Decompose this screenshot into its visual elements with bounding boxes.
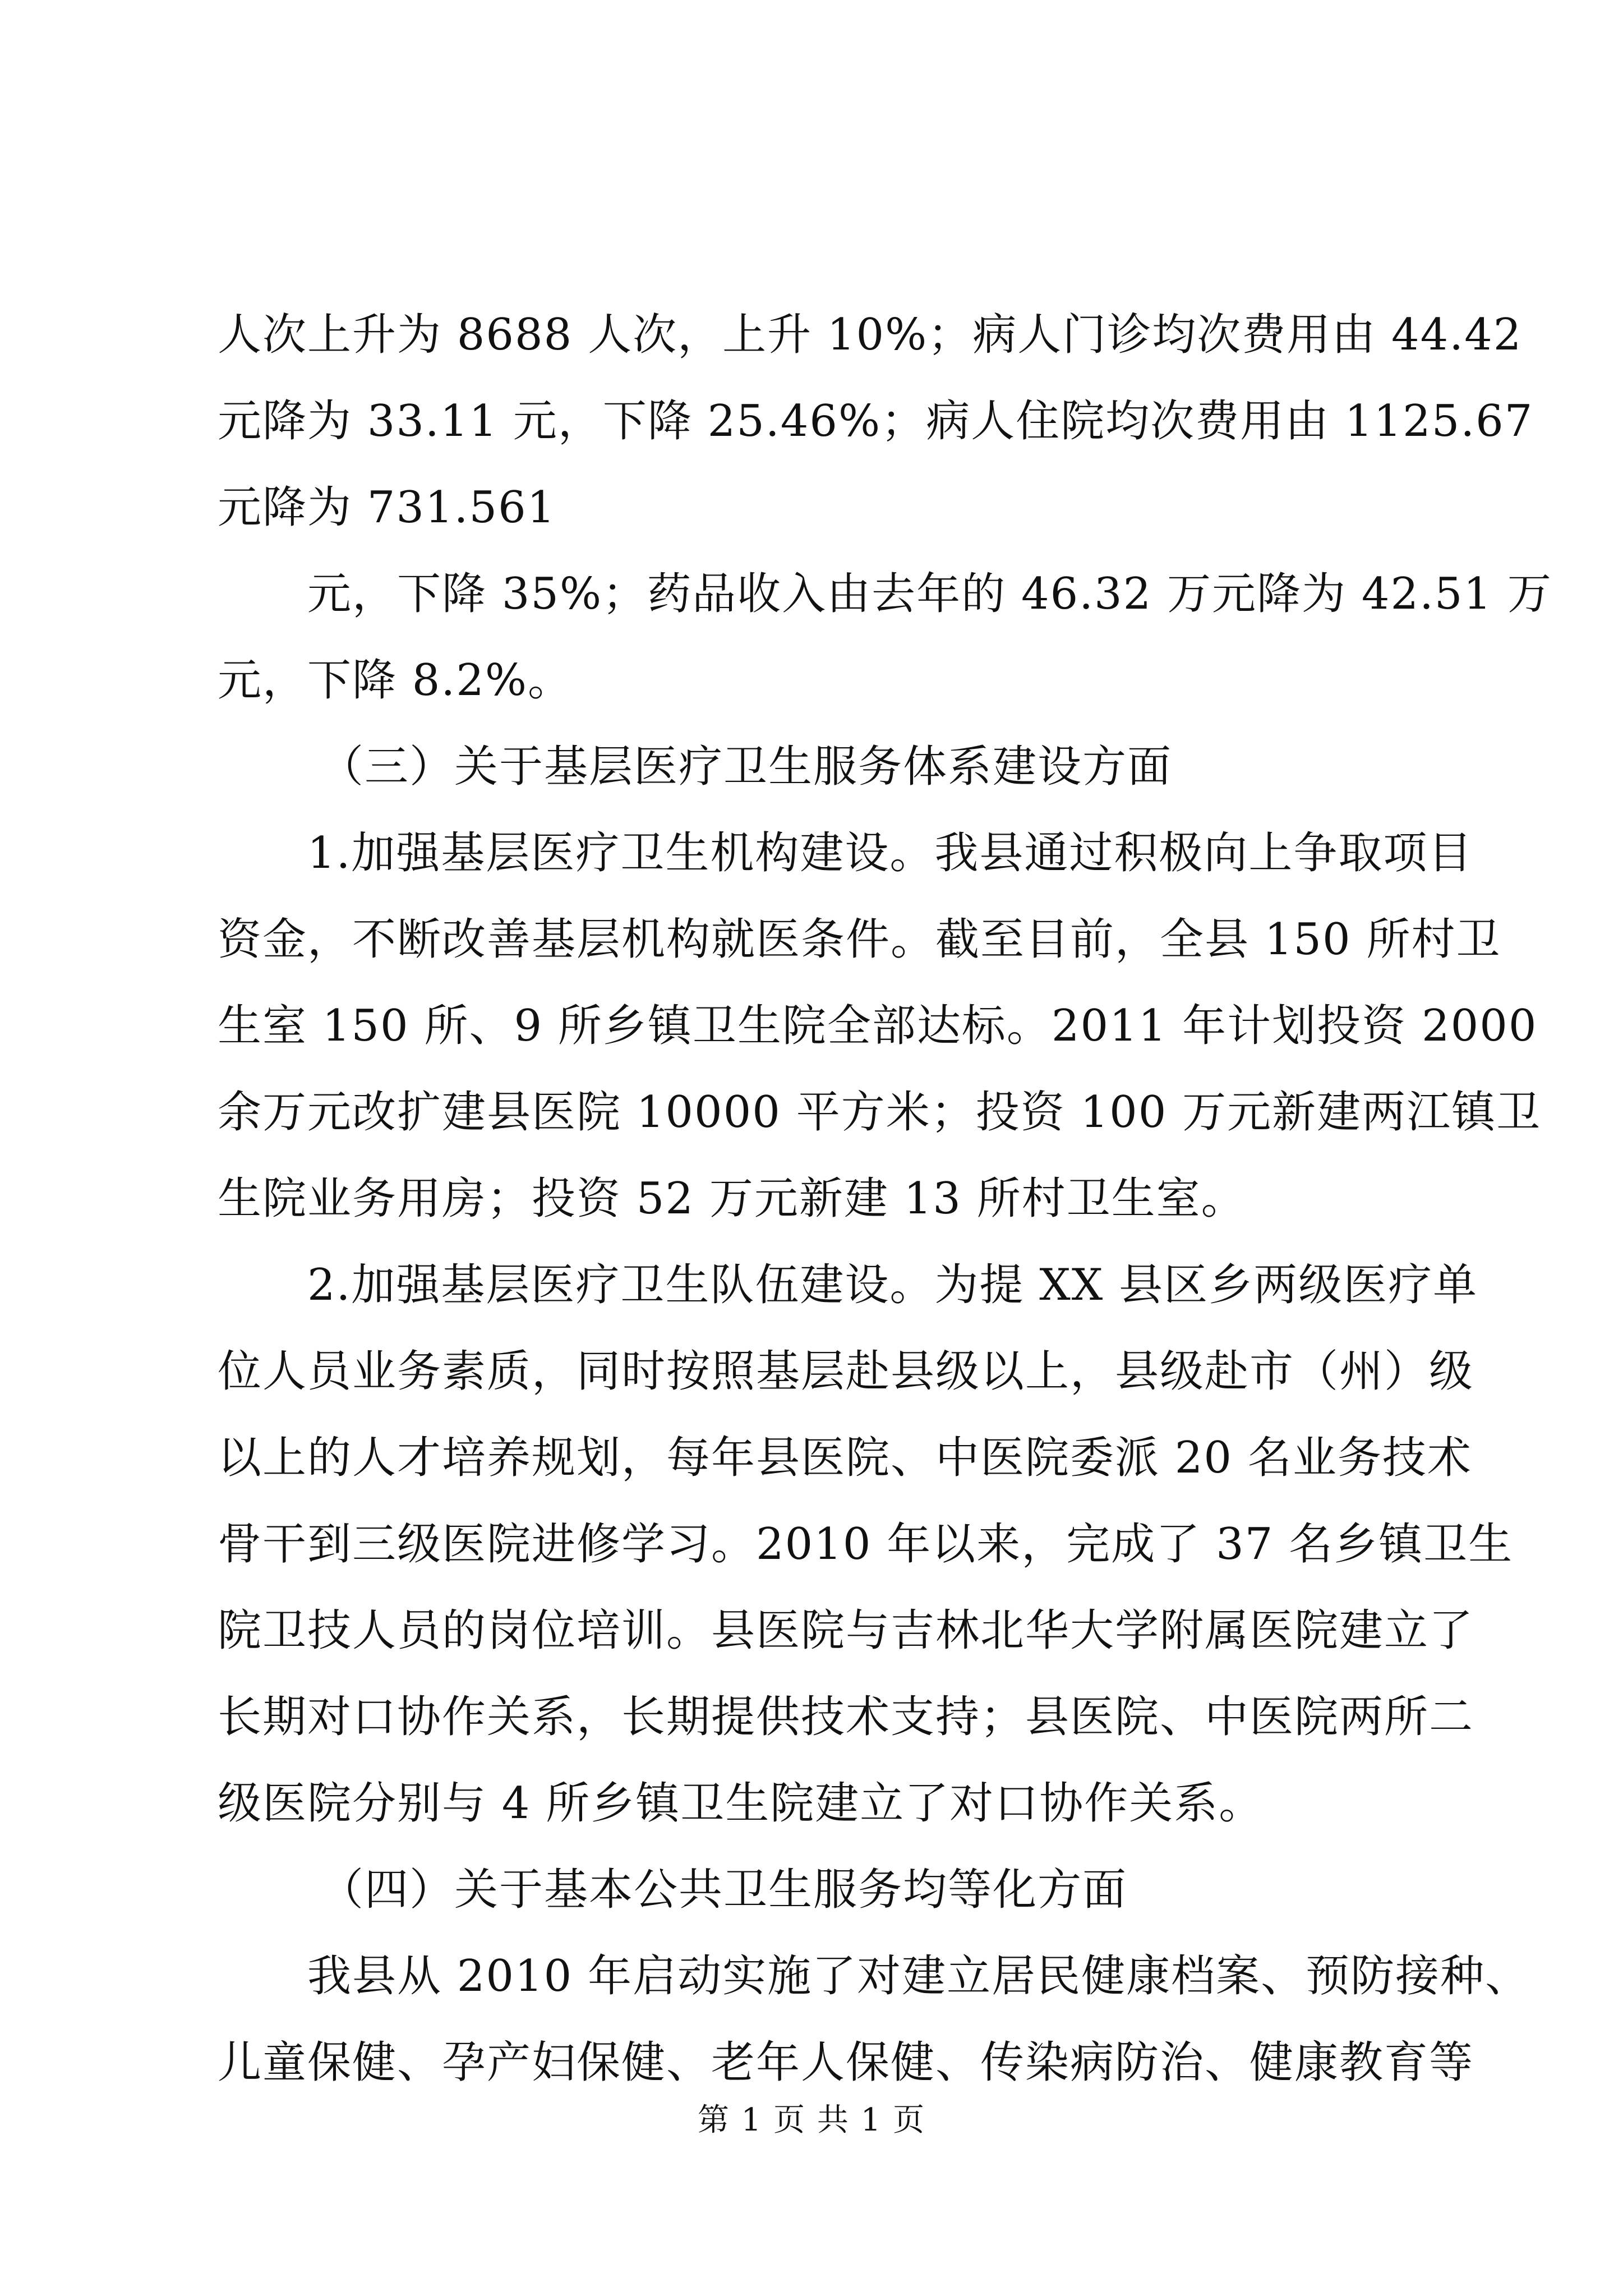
paragraph-first-line: 2.加强基层医疗卫生队伍建设。为提 XX 县区乡两级医疗单 [307,1260,1478,1310]
text-line: 院卫技人员的岗位培训。县医院与吉林北华大学附属医院建立了 [218,1605,1474,1656]
text-line: 余万元改扩建县医院 10000 平方米；投资 100 万元新建两江镇卫 [218,1087,1542,1138]
page-number-label: 第 1 页 共 1 页 [697,2102,926,2138]
text-line: 元降为 33.11 元，下降 25.46%；病人住院均次费用由 1125.67 [218,396,1534,447]
paragraph-first-line: 元，下降 35%；药品收入由去年的 46.32 万元降为 42.51 万 [307,569,1552,619]
text-line: 资金，不断改善基层机构就医条件。截至目前，全县 150 所村卫 [218,914,1501,965]
text-line: 生院业务用房；投资 52 万元新建 13 所村卫生室。 [218,1174,1246,1224]
text-line: 长期对口协作关系，长期提供技术支持；县医院、中医院两所二 [218,1692,1474,1742]
section-heading-3: （三）关于基层医疗卫生服务体系建设方面 [320,742,1173,792]
text-line: 位人员业务素质，同时按照基层赴县级以上，县级赴市（州）级 [218,1346,1474,1397]
text-line: 骨干到三级医院进修学习。2010 年以来，完成了 37 名乡镇卫生 [218,1519,1514,1570]
text-line: 生室 150 所、9 所乡镇卫生院全部达标。2011 年计划投资 2000 [218,1001,1538,1051]
text-line: 儿童保健、孕产妇保健、老年人保健、传染病防治、健康教育等 [218,2037,1474,2088]
paragraph-first-line: 1.加强基层医疗卫生机构建设。我县通过积极向上争取项目 [307,828,1473,878]
page-footer [0,2095,1623,2140]
document-body [218,292,1552,2106]
text-line: 人次上升为 8688 人次，上升 10%；病人门诊均次费用由 44.42 [218,310,1523,360]
text-line: 元，下降 8.2%。 [218,655,573,706]
text-line: 级医院分别与 4 所乡镇卫生院建立了对口协作关系。 [218,1778,1264,1829]
section-heading-4: （四）关于基本公共卫生服务均等化方面 [320,1865,1128,1915]
text-line: 元降为 731.561 [218,482,556,533]
text-line: 以上的人才培养规划，每年县医院、中医院委派 20 名业务技术 [218,1433,1472,1483]
paragraph-first-line: 我县从 2010 年启动实施了对建立居民健康档案、预防接种、 [307,1951,1530,2001]
